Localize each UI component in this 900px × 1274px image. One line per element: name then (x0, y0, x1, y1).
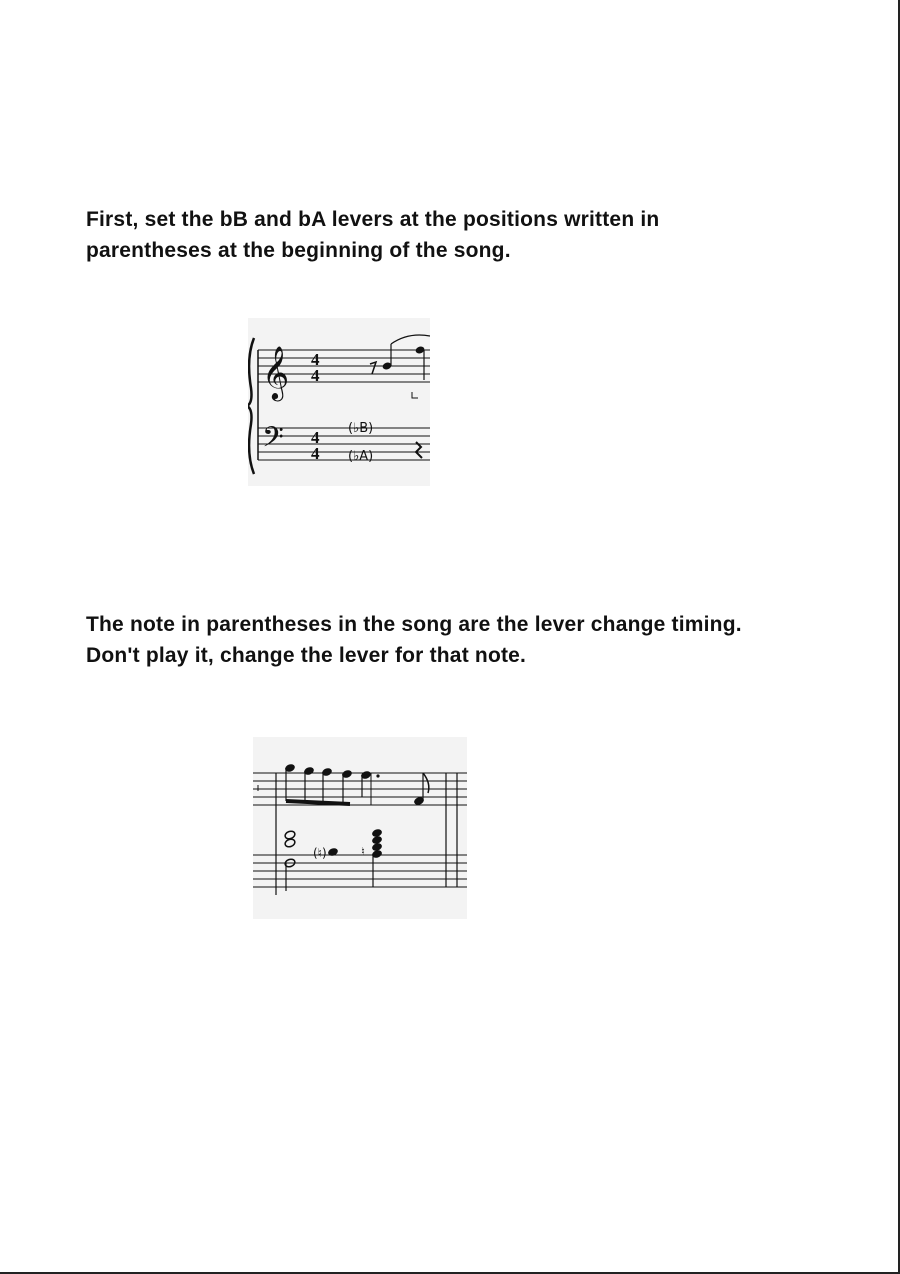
treble-clef-icon: 𝄞 (262, 345, 290, 399)
note-head (327, 847, 339, 857)
half-note-head (284, 838, 296, 848)
bass-staff-lines (253, 855, 467, 887)
tuplet-bracket (412, 392, 418, 398)
sheet-music-excerpt-1 (248, 318, 430, 486)
music-notation-image (248, 318, 430, 486)
lever-change-note: (♮) (313, 846, 327, 860)
grand-staff-brace (248, 338, 254, 474)
bass-clef-icon: 𝄢 (262, 421, 284, 461)
slur (391, 335, 430, 344)
instruction-paragraph-1: First, set the bB and bA levers at the positions written in parentheses at the beginning of the song. (86, 208, 660, 262)
time-signature-numerator: 4 (311, 350, 320, 369)
natural-sign-icon: ♮ (361, 845, 365, 858)
treble-staff-lines (253, 773, 467, 805)
instruction-paragraph-2: The note in parentheses in the song are the lever change timing. Don't play it, change the lever for that note. (86, 613, 742, 667)
lever-note-bb: (♭B) (348, 421, 374, 436)
sheet-music-excerpt-2 (253, 737, 467, 919)
time-signature-denominator: 4 (311, 366, 320, 385)
time-signature-denominator: 4 (311, 444, 320, 463)
augmentation-dot (376, 774, 379, 777)
music-notation-image (253, 737, 467, 919)
time-signature-numerator: 4 (311, 428, 320, 447)
eighth-rest-icon (370, 362, 376, 374)
note-flag (423, 773, 429, 793)
lever-note-ba: (♭A) (348, 449, 374, 464)
beam (286, 801, 350, 804)
